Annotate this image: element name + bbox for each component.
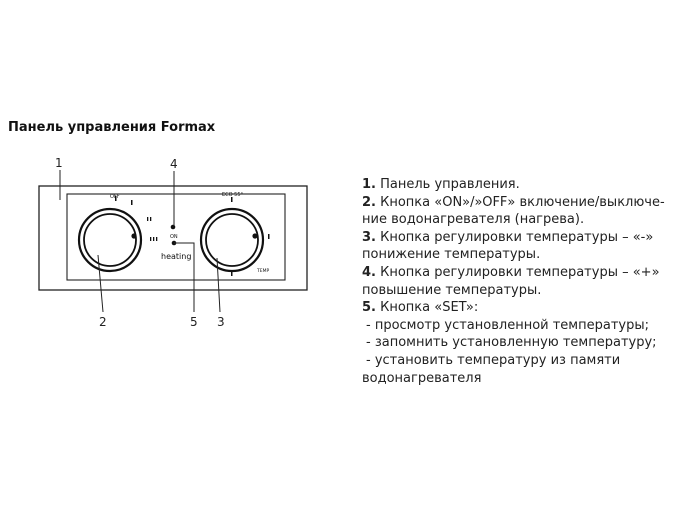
left-knob-marker-dot	[131, 233, 136, 238]
right-knob-tick	[231, 271, 233, 276]
right-knob[interactable]	[201, 192, 270, 276]
legend-text: ние водонагревателя (нагрева).	[362, 212, 585, 228]
legend-text: понижение температуры.	[362, 247, 541, 263]
legend-item-3	[362, 229, 696, 264]
legend-text: Панель управления.	[380, 177, 520, 192]
indicator-label-heating: heating	[161, 252, 192, 261]
left-knob-label-off: OFF	[110, 194, 120, 200]
legend-text: Кнопка «SET»:	[380, 300, 479, 316]
left-knob[interactable]	[79, 194, 157, 271]
legend-text: повышение температуры.	[362, 282, 542, 298]
left-knob-tick	[150, 237, 151, 241]
diagram-title: Панель управления Formax	[8, 120, 216, 135]
legend-sub-item: - запомнить установленную температуру;	[366, 335, 657, 351]
legend-number: 4.	[362, 264, 376, 280]
left-knob-tick	[147, 217, 148, 221]
legend-text: Кнопка регулировки температуры – «+»	[380, 264, 660, 280]
legend-sub-item: - установить температуру из памяти	[366, 352, 621, 368]
legend-item-1	[362, 176, 696, 194]
callout-1: 1	[55, 156, 63, 170]
indicator-label-on: ON	[170, 234, 178, 240]
right-knob-tick	[268, 234, 270, 239]
callout-5: 5	[190, 315, 198, 329]
left-knob-tick	[131, 200, 133, 205]
legend-item-4	[362, 264, 696, 299]
right-knob-label-eco: ECO 55°	[222, 192, 244, 198]
legend-text: Кнопка «ON»/»OFF» включение/выключе-	[380, 194, 665, 210]
legend-number: 2.	[362, 194, 376, 210]
left-knob-tick	[150, 217, 151, 221]
legend-text: Кнопка регулировки температуры – «-»	[380, 229, 654, 245]
legend-sub-item-continuation: водонагревателя	[362, 370, 482, 386]
left-knob-tick	[153, 237, 154, 241]
right-knob-marker-dot	[252, 233, 257, 238]
legend-sub-item: - просмотр установленной температуры;	[366, 317, 649, 333]
legend-number: 3.	[362, 229, 376, 245]
legend-item-5	[362, 299, 696, 317]
legend-item-2	[362, 194, 696, 229]
legend-number: 5.	[362, 300, 376, 316]
callout-2: 2	[99, 315, 107, 329]
legend-number: 1.	[362, 177, 376, 192]
legend	[362, 176, 696, 387]
set-button-dot[interactable]	[171, 225, 176, 230]
right-knob-label-temp: TEMP	[257, 269, 270, 274]
callout-3: 3	[217, 315, 225, 329]
leader-line-3	[217, 258, 220, 312]
left-knob-tick	[156, 237, 157, 241]
callout-4: 4	[170, 157, 178, 171]
